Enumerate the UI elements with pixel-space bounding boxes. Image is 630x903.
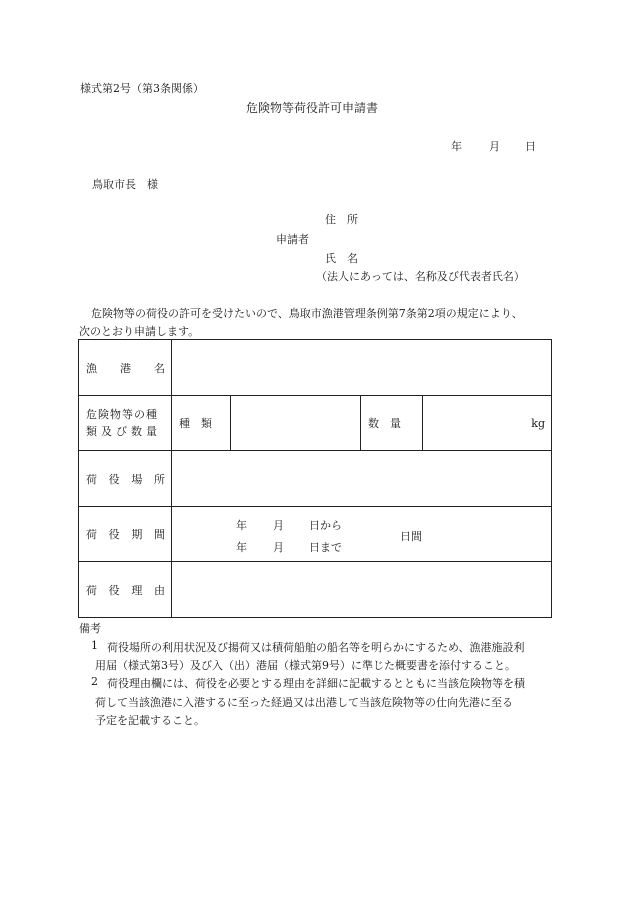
- corp-note: （法人にあっては、名称及び代表者氏名）: [316, 270, 525, 283]
- row-period: [79, 507, 552, 562]
- to-month: 月: [273, 541, 284, 554]
- row-fishing-port: [79, 340, 552, 396]
- date-year: 年: [451, 140, 462, 153]
- date-day: 日: [525, 140, 536, 153]
- application-table: [78, 339, 552, 618]
- reason-label-cell: [79, 562, 172, 618]
- note-2-line-3: 予定を記載すること。: [95, 714, 205, 727]
- place-label-cell: [79, 451, 172, 507]
- note-1-line-2: 用届（様式第3号）及び入（出）港届（様式第9号）に準じた概要書を添付すること。: [95, 659, 516, 672]
- row-place: [79, 451, 552, 507]
- fishing-port-label-cell: [79, 340, 172, 396]
- note-1-number: 1: [91, 639, 98, 652]
- notes-heading: 備考: [79, 622, 101, 635]
- quantity-label: 数 量: [361, 396, 423, 451]
- reason-input[interactable]: [172, 562, 552, 618]
- fishing-port-input[interactable]: [172, 340, 552, 396]
- from-month: 月: [273, 519, 284, 532]
- row-reason: [79, 562, 552, 618]
- note-2-number: 2: [91, 675, 98, 688]
- hazard-label-cell: [79, 396, 172, 451]
- applicant-label: 申請者: [276, 233, 309, 246]
- form-title: 危険物等荷役許可申請書: [246, 101, 379, 115]
- name-label: 氏 名: [325, 252, 358, 265]
- kind-input[interactable]: [231, 396, 361, 451]
- from-day: 日から: [309, 519, 342, 532]
- period-input[interactable]: [172, 507, 552, 562]
- from-year: 年: [236, 519, 247, 532]
- reason-label: 荷 役 理 由: [86, 583, 165, 597]
- unit-kg: kg: [531, 416, 545, 430]
- quantity-input[interactable]: [423, 396, 552, 451]
- place-label: 荷 役 場 所: [86, 472, 165, 486]
- address-label: 住 所: [325, 213, 358, 226]
- intro-line-2: 次のとおり申請します。: [79, 325, 200, 338]
- note-1-line-1: 荷役場所の利用状況及び揚荷又は積荷船舶の船名等を明らかにするため、漁港施設利: [107, 641, 525, 654]
- to-day: 日まで: [309, 541, 342, 554]
- hazard-label-line-1: 危険物等の種: [86, 408, 158, 421]
- kind-label: 種 類: [172, 396, 231, 451]
- note-2-line-1: 荷役理由欄には、荷役を必要とする理由を詳細に記載するとともに当該危険物等を積: [107, 677, 525, 690]
- row-hazard: [79, 396, 552, 451]
- date-month: 月: [489, 140, 500, 153]
- days-label: 日間: [400, 530, 422, 543]
- addressee: 鳥取市長 様: [92, 178, 158, 191]
- place-input[interactable]: [172, 451, 552, 507]
- to-year: 年: [236, 541, 247, 554]
- hazard-label-line-2: 類及び数量: [86, 425, 161, 438]
- intro-line-1: 危険物等の荷役の許可を受けたいので、鳥取市漁港管理条例第7条第2項の規定により、: [91, 307, 523, 320]
- note-2-line-2: 荷して当該漁港に入港するに至った経過又は出港して当該危険物等の仕向先港に至る: [95, 696, 513, 709]
- form-number: 様式第2号（第3条関係）: [80, 82, 204, 95]
- period-label: 荷 役 期 間: [86, 528, 165, 541]
- fishing-port-label: 漁 港 名: [86, 361, 165, 375]
- period-label-cell: [79, 507, 172, 562]
